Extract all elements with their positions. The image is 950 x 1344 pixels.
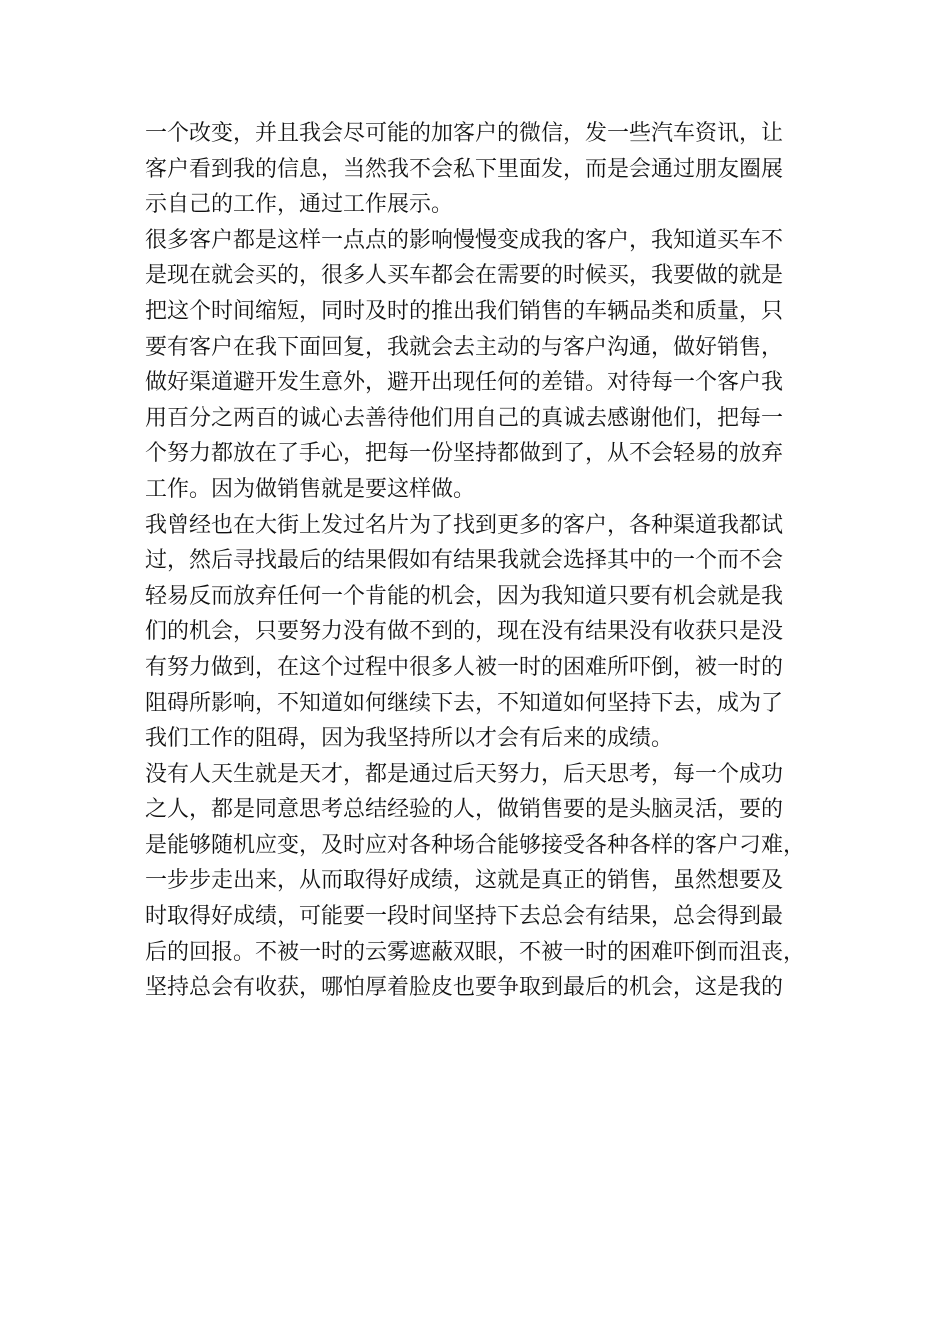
text-line: 后的回报。不被一时的云雾遮蔽双眼，不被一时的困难吓倒而沮丧，: [145, 939, 806, 965]
text-line: 用百分之两百的诚心去善待他们用自己的真诚去感谢他们，把每一: [145, 405, 784, 431]
text-line: 时取得好成绩，可能要一段时间坚持下去总会有结果，总会得到最: [145, 904, 784, 930]
text-line: 没有人天生就是天才，都是通过后天努力，后天思考，每一个成功: [145, 761, 784, 787]
text-line: 要有客户在我下面回复，我就会去主动的与客户沟通，做好销售，: [145, 334, 784, 360]
text-line: 轻易反而放弃任何一个肯能的机会，因为我知道只要有机会就是我: [145, 583, 784, 609]
text-line: 坚持总会有收获，哪怕厚着脸皮也要争取到最后的机会，这是我的: [145, 975, 784, 1001]
text-line: 是现在就会买的，很多人买车都会在需要的时候买，我要做的就是: [145, 263, 784, 289]
text-line: 一步步走出来，从而取得好成绩，这就是真正的销售，虽然想要及: [145, 868, 784, 894]
text-line: 之人，都是同意思考总结经验的人，做销售要的是头脑灵活，要的: [145, 797, 784, 823]
text-line: 客户看到我的信息，当然我不会私下里面发，而是会通过朋友圈展: [145, 156, 784, 182]
text-line: 把这个时间缩短，同时及时的推出我们销售的车辆品类和质量，只: [145, 298, 784, 324]
text-line: 们的机会，只要努力没有做不到的，现在没有结果没有收获只是没: [145, 619, 784, 645]
text-line: 有努力做到，在这个过程中很多人被一时的困难所吓倒，被一时的: [145, 654, 784, 680]
body-text: [145, 116, 835, 1006]
text-line: 很多客户都是这样一点点的影响慢慢变成我的客户，我知道买车不: [145, 227, 784, 253]
text-line: 示自己的工作，通过工作展示。: [145, 192, 454, 218]
text-line: 我曾经也在大街上发过名片为了找到更多的客户，各种渠道我都试: [145, 512, 784, 538]
text-line: 个努力都放在了手心，把每一份坚持都做到了，从不会轻易的放弃: [145, 441, 784, 467]
text-line: 是能够随机应变，及时应对各种场合能够接受各种各样的客户刁难，: [145, 832, 806, 858]
text-line: 过，然后寻找最后的结果假如有结果我就会选择其中的一个而不会: [145, 548, 784, 574]
text-line: 工作。因为做销售就是要这样做。: [145, 476, 476, 502]
text-line: 我们工作的阻碍，因为我坚持所以才会有后来的成绩。: [145, 726, 674, 752]
text-line: 阻碍所影响，不知道如何继续下去，不知道如何坚持下去，成为了: [145, 690, 784, 716]
text-line: 一个改变，并且我会尽可能的加客户的微信，发一些汽车资讯，让: [145, 121, 784, 146]
text-line: 做好渠道避开发生意外，避开出现任何的差错。对待每一个客户我: [145, 370, 784, 396]
